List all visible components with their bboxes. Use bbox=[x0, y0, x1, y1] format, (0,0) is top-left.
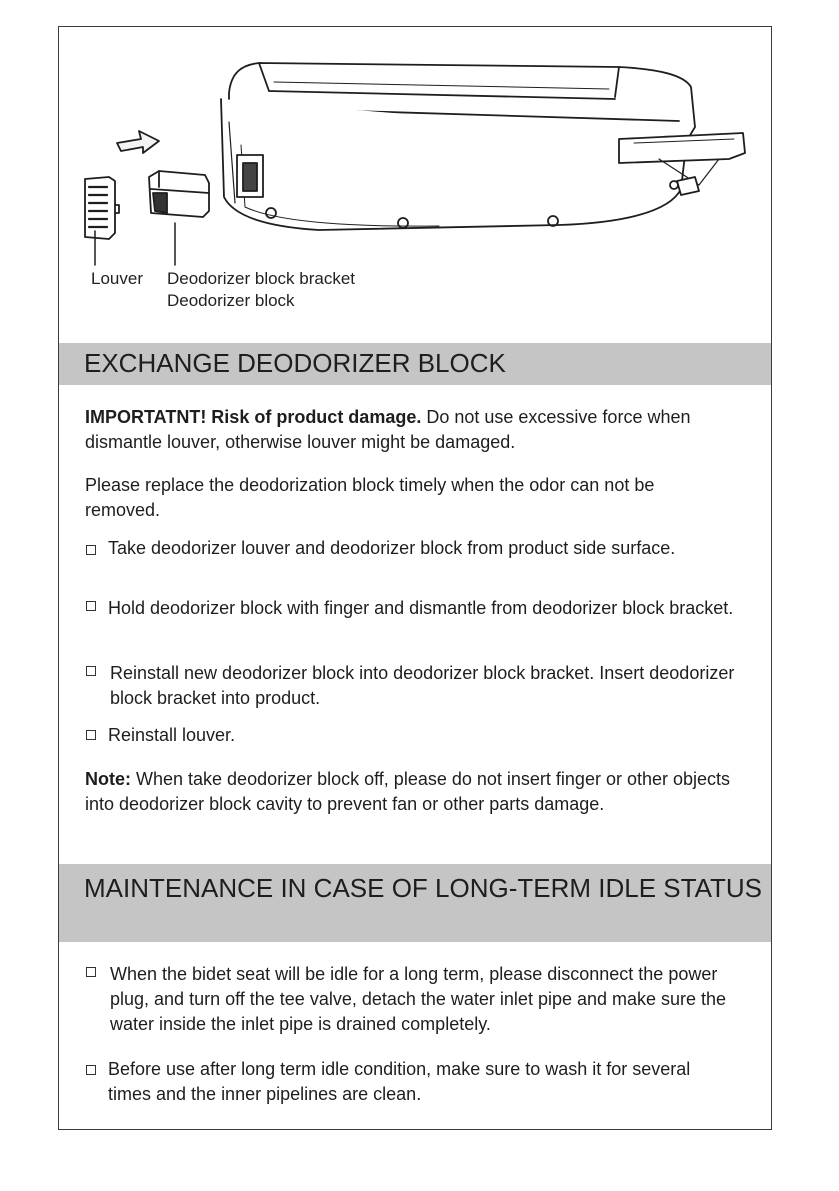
note-text: When take deodorizer block off, please do not insert finger or other objects into deodorizer block cavity to prevent fan or other parts damage. bbox=[85, 769, 731, 814]
block-label: Deodorizer block bbox=[167, 291, 295, 310]
step-item: Reinstall new deodorizer block into deodorizer block bracket. Insert deodorizer block bracket into product. bbox=[110, 663, 735, 708]
checkbox-icon bbox=[86, 666, 96, 676]
step-item: Reinstall louver. bbox=[108, 725, 236, 745]
page-frame bbox=[58, 26, 772, 1130]
important-lead: IMPORTATNT! Risk of product damage. bbox=[85, 407, 422, 427]
louver-drawing bbox=[85, 177, 119, 265]
section-heading-maintenance: MAINTENANCE IN CASE OF LONG-TERM IDLE STATUS bbox=[59, 864, 771, 942]
note-paragraph bbox=[85, 767, 735, 817]
step-item: Take deodorizer louver and deodorizer block from product side surface. bbox=[108, 538, 676, 558]
note-lead: Note: bbox=[85, 769, 131, 789]
louver-label: Louver bbox=[91, 269, 143, 288]
bidet-seat-drawing bbox=[221, 63, 745, 230]
section-heading-exchange: EXCHANGE DEODORIZER BLOCK bbox=[59, 343, 771, 385]
deodorizer-block-drawing bbox=[149, 171, 209, 265]
intro-paragraph: Please replace the deodorization block timely when the odor can not be removed. bbox=[85, 475, 655, 520]
checkbox-icon bbox=[86, 967, 96, 977]
important-text: Do not use excessive force when dismantle louver, otherwise louver might be damaged. bbox=[85, 407, 691, 452]
checkbox-icon bbox=[86, 730, 96, 740]
step-item: Hold deodorizer block with finger and dismantle from deodorizer block bracket. bbox=[108, 598, 734, 618]
checkbox-icon bbox=[86, 1065, 96, 1075]
checkbox-icon bbox=[86, 545, 96, 555]
maintenance-item: When the bidet seat will be idle for a long term, please disconnect the power plug, and turn off the tee valve, detach the water inlet pipe and make sure the water inside the inlet pipe is drained completely. bbox=[110, 964, 727, 1034]
checkbox-icon bbox=[86, 601, 96, 611]
maintenance-item: Before use after long term idle condition, make sure to wash it for several times and the inner pipelines are clean. bbox=[108, 1059, 691, 1104]
bracket-label: Deodorizer block bracket bbox=[167, 269, 356, 288]
insert-direction-arrow bbox=[117, 131, 159, 153]
important-warning bbox=[85, 405, 755, 455]
